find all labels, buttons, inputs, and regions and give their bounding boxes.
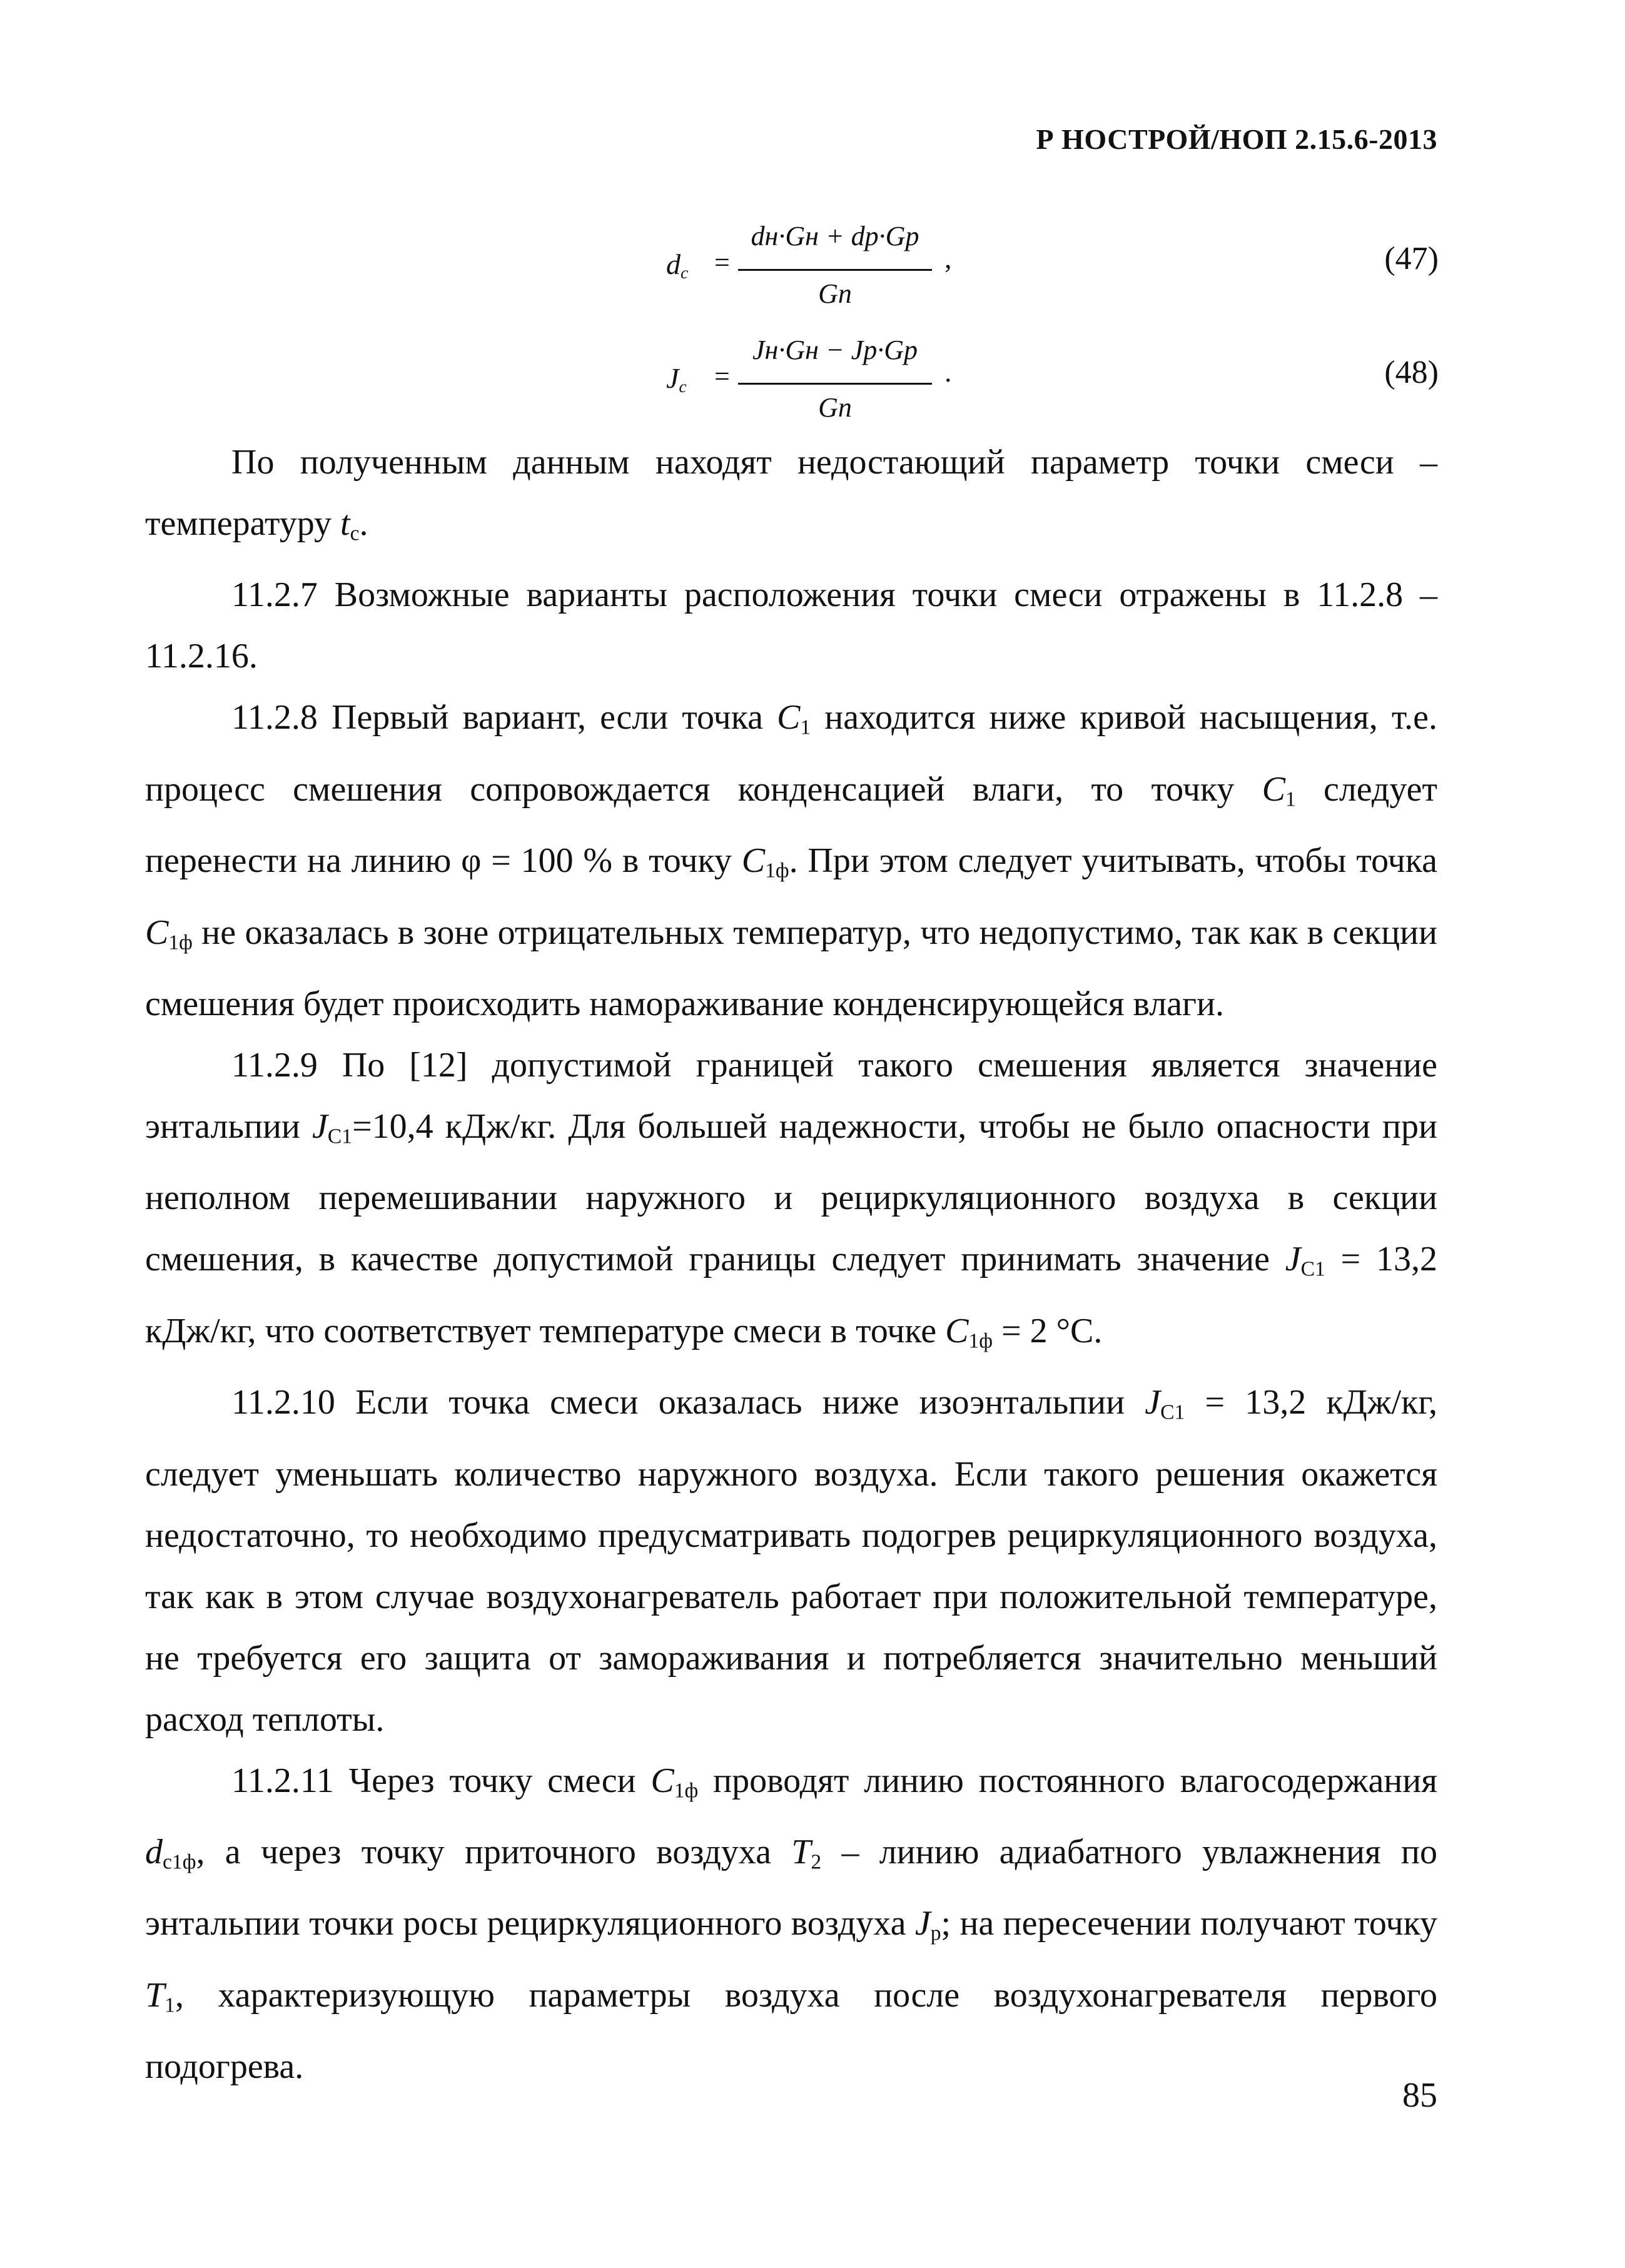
equation-punctuation: , — [944, 242, 952, 274]
paragraph-11-2-9: 11.2.9 По [12] допустимой границей такого смешения является значение энтальпии $J_{С1}=10,4$ кДж/кг. Для большей надежности, чтобы не было опасности при неполном перемешивании наружного и рециркуляционного воздуха в секции смешения, в качестве допустимой границы следует принимать значение $J_{С1} = 13,2$ кДж/кг, что соответствует температуре смеси в точке $C_{1ф} = 2$ °С. — [145, 1045, 1438, 1353]
equation-denominator: Gп — [818, 392, 852, 423]
fraction-bar — [738, 383, 932, 385]
paragraph-11-2-8: 11.2.8 Первый вариант, если точка $C_1$ находится ниже кривой насыщения, т.е. процесс смешения сопровождается конденсацией влаги, то точку $C_1$ следует перенести на линию φ = 100 % в точку $C_{1ф}$. При этом следует учитывать, чтобы точка $C_{1ф}$ не оказалась в зоне отрицательных температур, что недопустимо, так как в секции смешения будет происходить намораживание конденсирующейся влаги. — [145, 698, 1437, 1023]
page-number: 85 — [1402, 2076, 1437, 2115]
equation-numerator: dн·Gн + dр·Gр — [751, 221, 919, 251]
equals-sign: = — [714, 247, 730, 278]
body-text — [145, 432, 1437, 2097]
equation-number: (47) — [1384, 241, 1439, 276]
fraction-bar — [738, 269, 932, 271]
equation-lhs: $d_c$ — [666, 248, 689, 282]
document-code-header: Р НОСТРОЙ/НОП 2.15.6-2013 — [1036, 123, 1437, 155]
equation-number: (48) — [1384, 355, 1439, 390]
equation-punctuation: . — [944, 356, 952, 388]
paragraph-11-2-7: 11.2.7 Возможные варианты расположения точки смеси отражены в 11.2.8 – 11.2.16. — [145, 575, 1437, 676]
equation-47 — [625, 218, 1439, 349]
equation-denominator: Gп — [818, 278, 852, 309]
equation-numerator: Jн·Gн − Jр·Gр — [752, 335, 918, 365]
paragraph: По полученным данным находят недостающий параметр точки смеси – температуру $t_с$. — [145, 443, 1437, 545]
paragraph-11-2-10: 11.2.10 Если точка смеси оказалась ниже изоэнтальпии $J_{С1} = 13,2$ кДж/кг, следует уменьшать количество наружного воздуха. Если такого решения окажется недостаточно, то необходимо предусматривать подогрев рециркуляционного воздуха, так как в этом случае воздухонагреватель работает при положительной температуре, не требуется его защита от замораживания и потребляется значительно меньший расход теплоты. — [145, 1383, 1437, 1739]
equation-lhs: $J_c$ — [666, 362, 687, 396]
paragraph-11-2-11: 11.2.11 Через точку смеси $C_{1ф}$ проводят линию постоянного влагосодержания $d_{с1ф}$, а через точку приточного воздуха $T_2$ – линию адиабатного увлажнения по энтальпии точки росы рециркуляционного воздуха $J_р$; на пересечении получают точку $T_1$, характеризующую параметры воздуха после воздухонагревателя первого подогрева. — [145, 1761, 1438, 2087]
equals-sign: = — [714, 361, 730, 392]
